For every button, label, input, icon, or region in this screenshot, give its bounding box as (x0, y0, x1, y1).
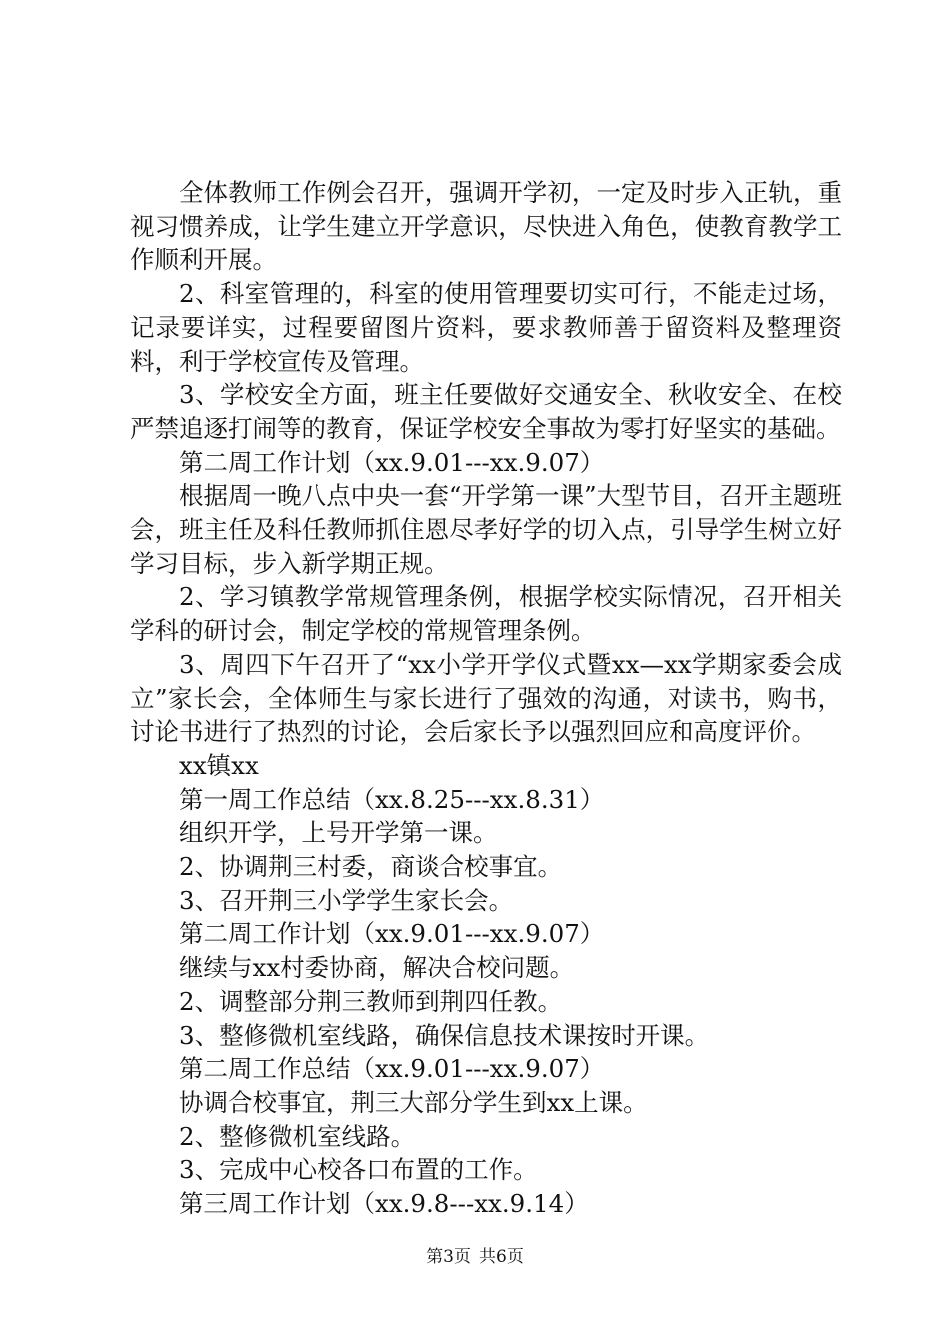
list-item: 3、整修微机室线路，确保信息技术课按时开课。 (179, 1020, 710, 1050)
list-item: 2、协调荆三村委，商谈合校事宜。 (179, 852, 563, 882)
page-total: 共6页 (479, 1247, 524, 1267)
list-item: 2、整修微机室线路。 (179, 1121, 416, 1151)
list-item: 组织开学，上号开学第一课。 (179, 818, 498, 848)
paragraph-first-lesson: 根据周一晚八点中央一套“开学第一课”大型节目，召开主题班会，班主任及科任教师抓住恩尽孝好学的切入点，引导学生树立好学习目标，步入新学期正规。 (130, 481, 842, 578)
document-body (130, 176, 842, 1221)
heading-week2-plan: 第二周工作计划（xx.9.01---xx.9.07） (179, 447, 605, 477)
heading-week3-plan: 第三周工作计划（xx.9.8---xx.9.14） (179, 1189, 589, 1219)
heading-week2-summary: 第二周工作总结（xx.9.01---xx.9.07） (179, 1054, 605, 1084)
list-item: 2、调整部分荆三教师到荆四任教。 (179, 986, 563, 1016)
page-number: 第3页 (426, 1247, 471, 1267)
heading-town-school: xx镇xx (179, 750, 259, 780)
page-footer (0, 1246, 950, 1268)
paragraph-teacher-meeting: 全体教师工作例会召开，强调开学初，一定及时步入正轨，重视习惯养成，让学生建立开学意识，尽快进入角色，使教育教学工作顺利开展。 (130, 178, 842, 275)
paragraph-regulations: 2、学习镇教学常规管理条例，根据学校实际情况，召开相关学科的研讨会，制定学校的常规管理条例。 (130, 582, 842, 646)
list-item: 协调合校事宜，荆三大部分学生到xx上课。 (179, 1087, 648, 1117)
heading-week1-summary: 第一周工作总结（xx.8.25---xx.8.31） (179, 784, 605, 814)
list-item: 3、完成中心校各口布置的工作。 (179, 1155, 538, 1185)
paragraph-school-safety: 3、学校安全方面，班主任要做好交通安全、秋收安全、在校严禁追逐打闹等的教育，保证学校安全事故为零打好坚实的基础。 (130, 380, 842, 443)
heading-week2-plan-town: 第二周工作计划（xx.9.01---xx.9.07） (179, 919, 605, 949)
paragraph-parent-meeting: 3、周四下午召开了“xx小学开学仪式暨xx—xx学期家委会成立”家长会，全体师生与家长进行了强效的沟通，对读书，购书，讨论书进行了热烈的讨论，会后家长予以强烈回应和高度评价。 (130, 649, 842, 747)
paragraph-room-management: 2、科室管理的，科室的使用管理要切实可行，不能走过场，记录要详实，过程要留图片资料，要求教师善于留资料及整理资料，利于学校宣传及管理。 (130, 279, 842, 376)
list-item: 继续与xx村委协商，解决合校问题。 (179, 953, 575, 983)
list-item: 3、召开荆三小学学生家长会。 (179, 885, 514, 915)
